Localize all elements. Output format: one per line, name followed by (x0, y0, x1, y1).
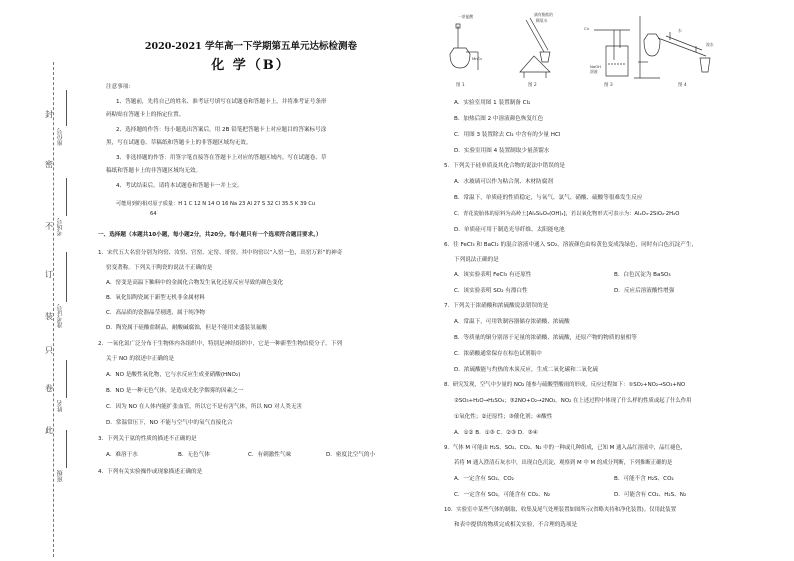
option-line[interactable]: D．单质硅可用于制造光导纤维、太阳能电池 (454, 227, 565, 233)
question-line: 窑变著称。下列关于陶瓷的说法不正确的是 (106, 265, 213, 271)
option-line[interactable]: D．常温常压下，NO 不能与空气中的氧气直接化合 (106, 420, 233, 426)
option-line[interactable]: A．NO 是酸性氧化物，它与水反应生成亚硝酸(HNO₂) (106, 372, 241, 378)
question-line: ①氧化性；②还原性；③催化剂；④酸性 (454, 414, 553, 420)
figure-1-apparatus (450, 24, 478, 70)
figure-2-label: 图 2 (528, 83, 537, 88)
question-line: 2．一氧化氮广泛分布于生物体内各组织中，特别是神经组织中，它是一种新型生物信使分子。下列 (98, 341, 343, 347)
option-line[interactable]: A．窑变是高温下釉料中的金属化合物发生氧化还原反应导致的颜色变化 (106, 280, 284, 286)
seal-char: 订 (45, 270, 53, 279)
option-c[interactable]: C．一定含有 SO₂，可能含有 CO₂、N₂ (454, 492, 551, 498)
figure-4-apparatus (634, 16, 710, 78)
option-c[interactable]: C．用图 3 装置除去 Cl₂ 中含有的少量 HCl (454, 132, 561, 138)
figure-annotation: 溴水 (706, 42, 714, 47)
seal-char: 装 (45, 312, 53, 321)
option-d[interactable]: D．实验室用图 4 装置制取少量蒸馏水 (454, 148, 550, 154)
option-line[interactable]: C．浓硝酸通常保存在棕色试剂瓶中 (454, 351, 542, 357)
seat-number-line[interactable] (66, 90, 67, 126)
option-b[interactable]: B．白色沉淀为 BaSO₃ (614, 272, 671, 278)
option-line[interactable]: C．高品质的瓷器晶莹剔透，属于纯净物 (106, 310, 206, 316)
notice-line: 2、选择题的作答：每小题选出答案后，用 2B 铅笔把答题卡上对应题目的答案标号涂 (116, 127, 327, 133)
figure-annotation: NaOH (590, 64, 602, 69)
question-line: 关于 NO 的叙述中正确的是 (106, 356, 175, 362)
seal-char: 不 (45, 222, 53, 231)
seal-char: 封 (45, 110, 53, 119)
question-line: 5．下列关于硅单质及其化合物的说法中错误的是 (444, 163, 566, 169)
option-a[interactable]: A．一定含有 SO₂、CO₂ (454, 476, 514, 482)
question-line: 3．下列关于氨的性质的描述不正确的是 (98, 436, 197, 442)
option-a[interactable]: A．实验室用图 1 装置制备 Cl₂ (454, 100, 531, 106)
option-line[interactable]: B．等质量的铜分别溶于足量的浓硝酸、浓硫酸，还原产物的物质的量相等 (454, 335, 637, 341)
option-line[interactable]: C．青花瓷胎体的原料为高岭土[Al₂Si₂O₅(OH)₄]，若以氧化物形式可表示为：Al₂O₃·2SiO₂·2H₂O (454, 211, 680, 217)
atomic-mass-line: 可能用到的相对原子质量：H 1 C 12 N 14 O 16 Na 23 Al 27 S 32 Cl 35.5 K 39 Cu (116, 201, 316, 207)
option-line[interactable]: A．①② B．①③ C．②③ D．③④ (454, 430, 538, 436)
figure-2-apparatus (520, 18, 550, 78)
option-b[interactable]: B．加热后图 2 中溶液颜色恢复红色 (454, 116, 544, 122)
left-column (98, 0, 404, 561)
notice-line: 稿纸和答题卡上的非答题区域均无效。 (106, 168, 202, 174)
exam-title: 2020-2021 学年高一下学期第五单元达标检测卷 (144, 41, 358, 52)
option-d[interactable]: D．反应后溶液酸性增强 (614, 288, 675, 294)
question-line: 6．往 FeCl₃ 和 BaCl₂ 的混合溶液中通入 SO₂，溶液颜色由棕黄色变成浅绿色，同时有白色沉淀产生， (444, 242, 698, 248)
class-label: 班级 (57, 470, 64, 482)
option-d[interactable]: D．可能含有 CO₂、H₂S、N₂ (614, 492, 687, 498)
figure-4-label: 图 4 (678, 83, 687, 88)
figure-annotation: 水 (678, 28, 682, 33)
exam-room-label: 考场号 (57, 218, 64, 236)
notice-heading: 注意事项： (106, 84, 134, 90)
atomic-mass-line: 64 (150, 211, 157, 217)
right-column (444, 0, 782, 561)
seal-char: 只 (45, 346, 53, 355)
question-line: 4．下列有关实验操作或现象描述正确的是 (98, 469, 203, 475)
notice-line: 4、考试结束后，请将本试题卷和答题卡一并上交。 (116, 183, 243, 189)
option-line[interactable]: B．常温下，单质硅的性质稳定，与氧气、氯气、硝酸、硫酸等很难发生反应 (454, 195, 643, 201)
figure-3-apparatus (594, 30, 630, 76)
notice-line: 黑，写在试题卷、草稿纸和答题卡上的非答题区域均无效。 (106, 140, 252, 146)
question-line: 下列说法正确的是 (454, 257, 499, 263)
figure-annotation: 滴有酚酞的 (534, 12, 553, 17)
question-line: 9．气体 M 可能由 H₂S、SO₂、CO₂、N₂ 中的一种或几种组成，已知 M 通入品红溶液中，品红褪色， (444, 445, 687, 451)
apparatus-figures (444, 6, 782, 92)
ticket-number-line[interactable] (66, 252, 67, 302)
seal-char: 此 (45, 426, 53, 435)
figure-annotation: Cl₂ (584, 26, 590, 31)
option-c[interactable]: C．该实验表明 SO₂ 有漂白性 (454, 288, 528, 294)
option-c[interactable]: C．有刺激性气味 (248, 452, 292, 458)
seal-char: 卷 (45, 384, 53, 393)
option-line[interactable]: B．氧化铝陶瓷属于新型无机非金属材料 (106, 295, 205, 301)
option-b[interactable]: B．可能不含 H₂S、CO₂ (614, 476, 674, 482)
seal-char: 密 (45, 160, 53, 169)
figure-annotation: 一浓盐酸 (458, 14, 474, 19)
seat-number-label: 座位号 (57, 128, 64, 146)
name-label: 姓名 (57, 400, 64, 412)
exam-room-line[interactable] (66, 178, 67, 216)
figure-annotation: MnO₂ (472, 56, 483, 61)
name-line[interactable] (66, 360, 67, 398)
question-line: 7．下列关于浓硝酸和浓硫酸说法错误的是 (444, 303, 549, 309)
option-a[interactable]: A．难溶于水 (106, 452, 138, 458)
option-line[interactable]: D．陶瓷属于硅酸盐制品，耐酸碱腐蚀，但是不能用来盛装氢氟酸 (106, 325, 267, 331)
option-line[interactable]: A．常温下，可用铁制容器储存浓硝酸、浓硫酸 (454, 319, 570, 325)
question-line: 和表中提供的物质完成相关实验，不合理的选项是 (454, 522, 578, 528)
figure-annotation: 溶液 (590, 69, 598, 74)
question-line: 若将 M 通入澄清石灰水中，出现白色沉淀，观察到 M 中 M 的成分判断，下列推断正确的是 (454, 460, 673, 466)
option-line[interactable]: A．水玻璃可以作为粘合剂、木材防腐剂 (454, 179, 553, 185)
notice-line: 1、答题前，先将自己的姓名、准考证号填写在试题卷和答题卡上，并将准考证号条形 (116, 99, 327, 105)
option-line[interactable]: D．浓硫酸能与灼热的木炭反应，生成二氧化碳和二氧化硫 (454, 367, 599, 373)
option-line[interactable]: B．NO 是一种无色气体，是造成光化学烟雾的因素之一 (106, 388, 244, 394)
question-line: 8．研究发现，空气中少量的 NO₂ 能参与硫酸型酸雨的形成，反应过程如下：①SO₂+NO₂→SO₃+NO (444, 382, 686, 388)
exam-subtitle: 化 学（B） (211, 58, 291, 73)
figure-1-label: 图 1 (456, 83, 465, 88)
question-line: ②SO₃+H₂O→H₂SO₄；③2NO+O₂→2NO₂。NO₂ 在上述过程中体现了什么样的性质或起了什么作用 (454, 398, 692, 404)
option-a[interactable]: A．该实验表明 FeCl₃ 有还原性 (454, 272, 532, 278)
apparatus-diagram (444, 6, 782, 92)
option-line[interactable]: C．因为 NO 在人体内能扩张血管，所以它不是有害气体，所以 NO 对人类无害 (106, 404, 303, 410)
figure-3-label: 图 3 (604, 83, 613, 88)
section-heading: 一、选择题（本题共10小题，每小题2分，共20分。每小题只有一个选项符合题目要求。） (98, 232, 322, 238)
figure-annotation: 稀氨水 (536, 18, 548, 23)
notice-line: 3、非选择题的作答：用签字笔直接答在答题卡上对应的答题区域内。写在试题卷、草 (116, 155, 327, 161)
ticket-number-label: 准考证号 (57, 304, 64, 328)
notice-line: 码粘贴在答题卡上的指定位置。 (106, 112, 185, 118)
class-line[interactable] (66, 430, 67, 468)
question-line: 10．实验室中某些气体的制取、收集及尾气处理装置如图所示(省略夹持和净化装置)。仅用此装置 (444, 507, 677, 513)
seal-line (53, 62, 54, 557)
option-d[interactable]: D．密度比空气的小 (326, 452, 376, 458)
question-line: 1．宋代五大名窑分别为钧窑、汝窑、官窑、定窑、哥窑。其中钧窑以“入窑一色，出窑万彩”的神奇 (98, 250, 343, 256)
option-b[interactable]: B．无色气体 (178, 452, 210, 458)
seal-sidebar (0, 0, 96, 561)
